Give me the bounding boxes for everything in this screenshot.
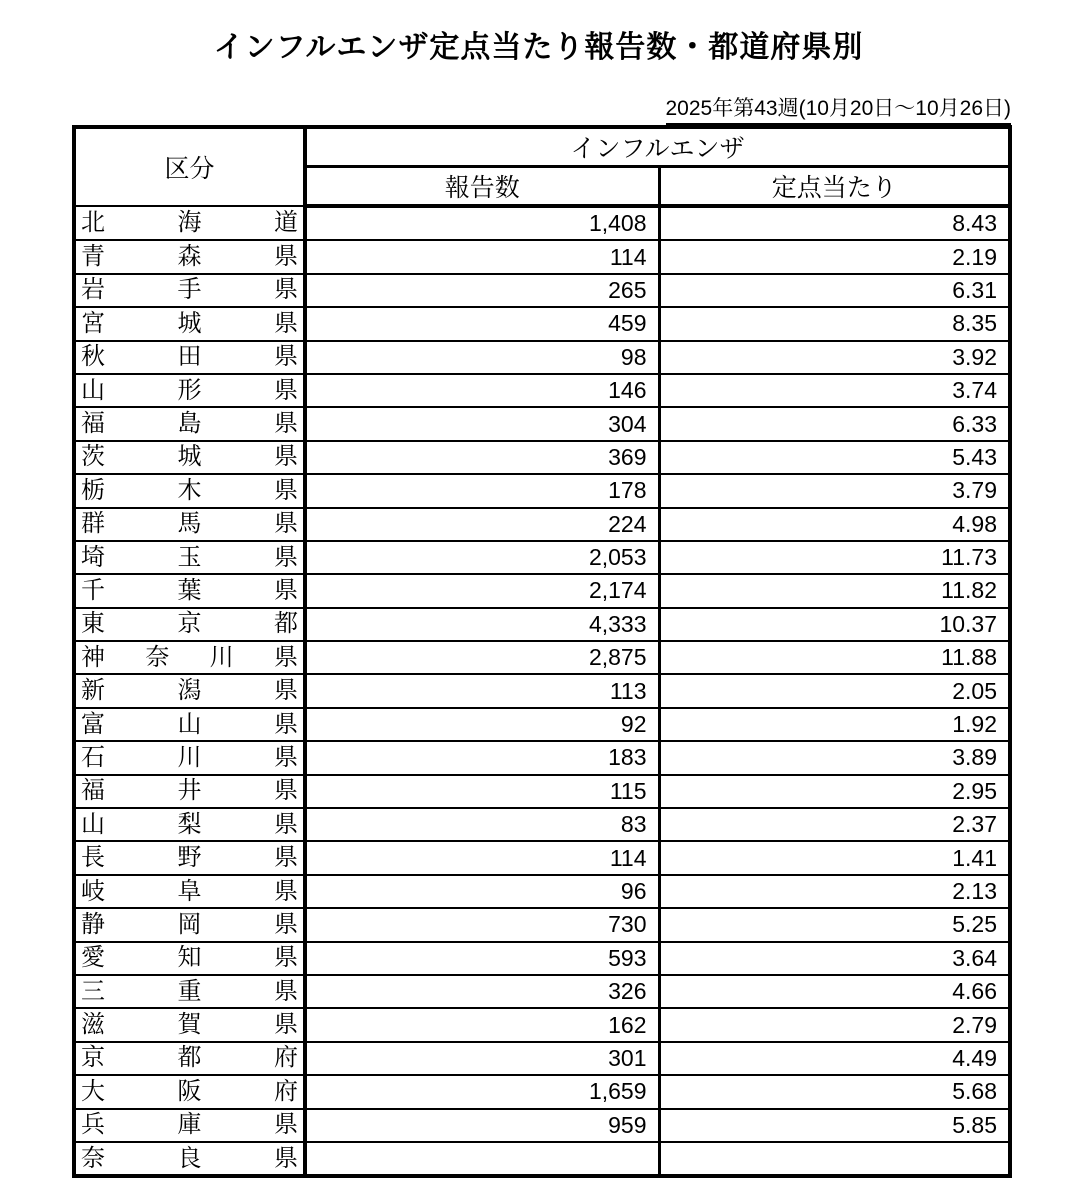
prefecture-name: 山 形 県 bbox=[81, 376, 298, 404]
influenza-table bbox=[72, 125, 1012, 1178]
reports-value: 115 bbox=[305, 775, 659, 808]
per-sentinel-value: 6.31 bbox=[659, 274, 1010, 307]
per-sentinel-value: 6.33 bbox=[659, 407, 1010, 440]
reports-value: 96 bbox=[305, 875, 659, 908]
reports-value: 369 bbox=[305, 441, 659, 474]
prefecture-name: 兵 庫 県 bbox=[81, 1111, 298, 1139]
prefecture-name: 宮 城 県 bbox=[81, 309, 298, 337]
prefecture-name: 京 都 府 bbox=[81, 1044, 298, 1072]
per-sentinel-value: 11.88 bbox=[659, 641, 1010, 674]
prefecture-name: 大 阪 府 bbox=[81, 1077, 298, 1105]
table-row bbox=[74, 441, 1010, 474]
prefecture-name: 栃 木 県 bbox=[81, 476, 298, 504]
prefecture-name: 新 潟 県 bbox=[81, 677, 298, 705]
reports-value: 146 bbox=[305, 374, 659, 407]
table-row bbox=[74, 206, 1010, 240]
reports-value: 183 bbox=[305, 741, 659, 774]
table-row bbox=[74, 1008, 1010, 1041]
per-sentinel-value: 3.74 bbox=[659, 374, 1010, 407]
per-sentinel-value: 2.37 bbox=[659, 808, 1010, 841]
prefecture-name: 長 野 県 bbox=[81, 844, 298, 872]
table-row bbox=[74, 608, 1010, 641]
per-sentinel-value: 2.95 bbox=[659, 775, 1010, 808]
table-row bbox=[74, 674, 1010, 707]
reports-value: 326 bbox=[305, 975, 659, 1008]
table-row bbox=[74, 708, 1010, 741]
per-sentinel-value: 3.92 bbox=[659, 341, 1010, 374]
table-row bbox=[74, 841, 1010, 874]
page-title: インフルエンザ定点当たり報告数・都道府県別 bbox=[213, 31, 864, 64]
table-row bbox=[74, 942, 1010, 975]
per-sentinel-value: 5.43 bbox=[659, 441, 1010, 474]
reports-value: 459 bbox=[305, 307, 659, 340]
per-sentinel-value: 4.49 bbox=[659, 1042, 1010, 1075]
prefecture-name: 青 森 県 bbox=[81, 243, 298, 271]
prefecture-name: 神 奈 川 県 bbox=[81, 643, 298, 671]
per-sentinel-value: 11.73 bbox=[659, 541, 1010, 574]
prefecture-name: 埼 玉 県 bbox=[81, 543, 298, 571]
prefecture-name: 静 岡 県 bbox=[81, 910, 298, 938]
prefecture-name: 石 川 県 bbox=[81, 743, 298, 771]
per-sentinel-value: 10.37 bbox=[659, 608, 1010, 641]
reports-value: 98 bbox=[305, 341, 659, 374]
table-row bbox=[74, 641, 1010, 674]
prefecture-name: 滋 賀 県 bbox=[81, 1011, 298, 1039]
per-sentinel-value: 4.66 bbox=[659, 975, 1010, 1008]
table-row bbox=[74, 1142, 1010, 1176]
per-sentinel-value: 2.19 bbox=[659, 240, 1010, 273]
per-sentinel-value: 8.35 bbox=[659, 307, 1010, 340]
table-row bbox=[74, 1042, 1010, 1075]
reports-value: 83 bbox=[305, 808, 659, 841]
per-sentinel-value: 11.82 bbox=[659, 574, 1010, 607]
table-header bbox=[74, 127, 1010, 206]
table-row bbox=[74, 508, 1010, 541]
reports-value: 301 bbox=[305, 1042, 659, 1075]
table-row bbox=[74, 808, 1010, 841]
prefecture-name: 三 重 県 bbox=[81, 977, 298, 1005]
table-row bbox=[74, 1075, 1010, 1108]
prefecture-name: 福 井 県 bbox=[81, 777, 298, 805]
per-sentinel-value: 2.79 bbox=[659, 1008, 1010, 1041]
per-sentinel-value: 3.89 bbox=[659, 741, 1010, 774]
reports-value: 1,408 bbox=[305, 206, 659, 240]
reports-value bbox=[305, 1142, 659, 1176]
prefecture-name: 茨 城 県 bbox=[81, 443, 298, 471]
reports-value: 265 bbox=[305, 274, 659, 307]
reports-value: 730 bbox=[305, 908, 659, 941]
report-week-subtitle: 2025年第43週(10月20日～10月26日) bbox=[666, 92, 1012, 125]
per-sentinel-value: 4.98 bbox=[659, 508, 1010, 541]
table-row bbox=[74, 407, 1010, 440]
prefecture-name: 岐 阜 県 bbox=[81, 877, 298, 905]
table-row bbox=[74, 274, 1010, 307]
reports-value: 304 bbox=[305, 407, 659, 440]
per-sentinel-value: 3.79 bbox=[659, 474, 1010, 507]
table-body bbox=[74, 206, 1010, 1176]
reports-value: 113 bbox=[305, 674, 659, 707]
reports-value: 178 bbox=[305, 474, 659, 507]
per-sentinel-value: 5.25 bbox=[659, 908, 1010, 941]
prefecture-name: 山 梨 県 bbox=[81, 810, 298, 838]
prefecture-name: 奈 良 県 bbox=[81, 1144, 298, 1172]
table-row bbox=[74, 307, 1010, 340]
table-row bbox=[74, 374, 1010, 407]
per-sentinel-value: 2.05 bbox=[659, 674, 1010, 707]
table-row bbox=[74, 541, 1010, 574]
prefecture-name: 東 京 都 bbox=[81, 610, 298, 638]
table-row bbox=[74, 341, 1010, 374]
table-row bbox=[74, 474, 1010, 507]
prefecture-name: 福 島 県 bbox=[81, 410, 298, 438]
table-row bbox=[74, 908, 1010, 941]
per-sentinel-value: 5.85 bbox=[659, 1109, 1010, 1142]
table-row bbox=[74, 574, 1010, 607]
per-sentinel-value: 2.13 bbox=[659, 875, 1010, 908]
per-sentinel-value bbox=[659, 1142, 1010, 1176]
reports-value: 1,659 bbox=[305, 1075, 659, 1108]
prefecture-name: 千 葉 県 bbox=[81, 576, 298, 604]
reports-value: 92 bbox=[305, 708, 659, 741]
reports-value: 2,875 bbox=[305, 641, 659, 674]
header-kubun: 区分 bbox=[74, 127, 305, 206]
per-sentinel-value: 5.68 bbox=[659, 1075, 1010, 1108]
table-row bbox=[74, 240, 1010, 273]
reports-value: 593 bbox=[305, 942, 659, 975]
table-row bbox=[74, 775, 1010, 808]
table-row bbox=[74, 741, 1010, 774]
per-sentinel-value: 1.92 bbox=[659, 708, 1010, 741]
prefecture-name: 岩 手 県 bbox=[81, 276, 298, 304]
reports-value: 959 bbox=[305, 1109, 659, 1142]
prefecture-name: 富 山 県 bbox=[81, 710, 298, 738]
table-row bbox=[74, 1109, 1010, 1142]
prefecture-name: 北 海 道 bbox=[81, 209, 298, 237]
reports-value: 4,333 bbox=[305, 608, 659, 641]
per-sentinel-value: 8.43 bbox=[659, 206, 1010, 240]
prefecture-name: 群 馬 県 bbox=[81, 510, 298, 538]
prefecture-name: 秋 田 県 bbox=[81, 343, 298, 371]
reports-value: 2,053 bbox=[305, 541, 659, 574]
header-per-sentinel: 定点当たり bbox=[659, 167, 1010, 207]
reports-value: 224 bbox=[305, 508, 659, 541]
table-row bbox=[74, 875, 1010, 908]
reports-value: 2,174 bbox=[305, 574, 659, 607]
header-influenza-span: インフルエンザ bbox=[305, 127, 1010, 167]
reports-value: 114 bbox=[305, 841, 659, 874]
reports-value: 114 bbox=[305, 240, 659, 273]
influenza-table-container bbox=[72, 125, 1008, 1178]
prefecture-name: 愛 知 県 bbox=[81, 944, 298, 972]
header-reports: 報告数 bbox=[305, 167, 659, 207]
reports-value: 162 bbox=[305, 1008, 659, 1041]
table-row bbox=[74, 975, 1010, 1008]
per-sentinel-value: 3.64 bbox=[659, 942, 1010, 975]
per-sentinel-value: 1.41 bbox=[659, 841, 1010, 874]
